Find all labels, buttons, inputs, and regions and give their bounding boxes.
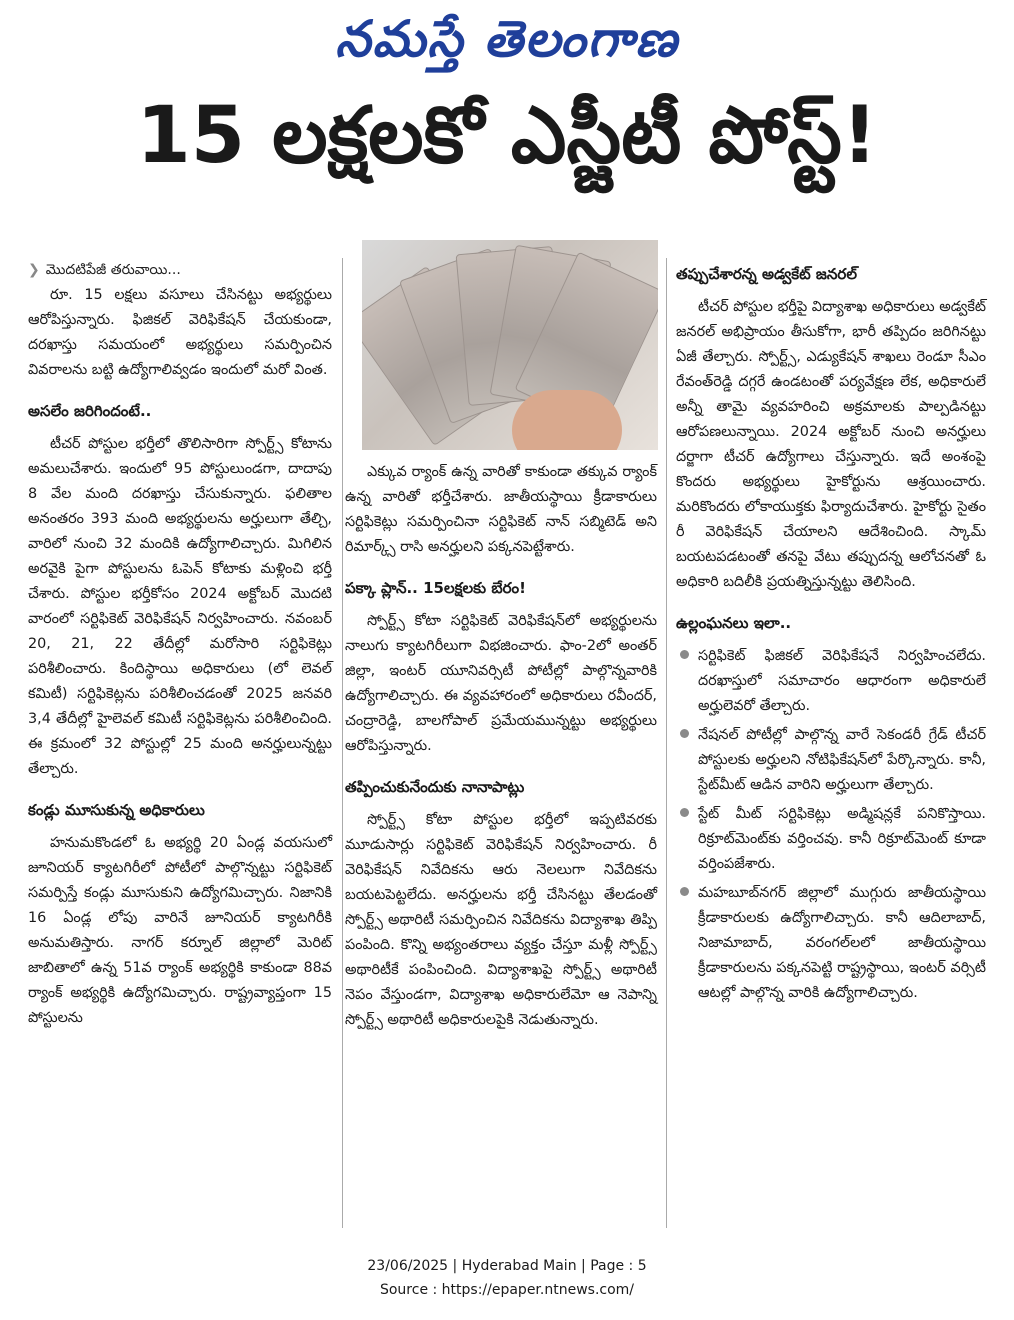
subheading: కండ్లు మూసుకున్న అధికారులు — [28, 801, 205, 819]
paragraph: ఎక్కువ ర్యాంక్ ఉన్న వారితో కాకుండా తక్కువ ర్యాంక్ ఉన్న వారితో భర్తీచేశారు. జాతీయస్థాయి క్రీడాకారులు సర్టిఫికెట్లు సమర్పించినా సర్టిఫికెట్ నాన్ సబ్మిటెడ్ అని రిమార్క్స్ రాసి అనర్హులని పక్కనపెట్టేశారు. — [345, 464, 657, 555]
list-item — [676, 644, 986, 719]
list-item-text: స్టేట్ మీట్ సర్టిఫికెట్లు అడ్మిషన్లకే పనికొస్తాయి. రిక్రూట్‌మెంట్‌కు వర్తించవు. కానీ రిక్రూట్‌మెంట్ కూడా వర్తింపజేశారు. — [698, 806, 986, 872]
list-item — [676, 802, 986, 877]
column-1 — [28, 258, 332, 1031]
subheading: తప్పించుకునేందుకు నానాపాట్లు — [345, 778, 525, 796]
bullet-icon — [680, 729, 689, 738]
list-item-text: మహబూబ్‌నగర్ జిల్లాలో ముగ్గురు జాతీయస్థాయి క్రీడాకారులకు ఉద్యోగాలిచ్చారు. కానీ ఆదిలాబాద్, నిజామాబాద్, వరంగల్‌లలో జాతీయస్థాయి క్రీడాకారులను పక్కనపెట్టి రాష్ట్రస్థాయి, ఇంటర్ వర్సిటీ ఆటల్లో పాల్గొన్న వారికి ఉద్యోగాలిచ్చారు. — [698, 885, 986, 1001]
subheading: అసలేం జరిగిందంటే.. — [28, 402, 152, 420]
paragraph: స్పోర్ట్స్ కోటా సర్టిఫికెట్ వెరిఫికేషన్‌లో అభ్యర్థులను నాలుగు క్యాటగిరీలుగా విభజించారు. ఫాం-2లో అంతర్ జిల్లా, ఇంటర్ యూనివర్సిటీ పోటీల్లో పాల్గొన్నవారికి ఉద్యోగాలిచ్చారు. ఈ వ్యవహారంలో అధికారులు రవీందర్, చంద్రారెడ్డి, బాలగోపాల్ ప్రమేయమున్నట్టు అభ్యర్థులు ఆరోపిస్తున్నారు. — [345, 613, 657, 754]
list-item-text: సర్టిఫికెట్ ఫిజికల్ వెరిఫికేషనే నిర్వహించలేదు. దరఖాస్తులో సమాచారం ఆధారంగా అధికారులే అర్హులెవరో తేల్చారు. — [698, 648, 986, 714]
subheading: తప్పుచేశారన్న అడ్వకేట్ జనరల్ — [676, 265, 857, 283]
footer-date-edition: 23/06/2025 | Hyderabad Main | Page : 5 — [367, 1258, 647, 1274]
column-3 — [676, 262, 986, 1010]
currency-notes-photo — [362, 240, 658, 450]
headline: 15 లక్షలకో ఎస్జీటీ పోస్ట్! — [136, 91, 878, 181]
subheading: ఉల్లంఘనలు ఇలా.. — [676, 614, 792, 632]
chevron-right-icon: ❯ — [28, 262, 40, 278]
paragraph: టీచర్ పోస్టుల భర్తీపై విద్యాశాఖ అధికారులు అడ్వకేట్ జనరల్ అభిప్రాయం తీసుకోగా, భారీ తప్పిదం జరిగినట్టు ఏజీ తేల్చారు. స్పోర్ట్స్, ఎడ్యుకేషన్ శాఖలు రెండూ సీఎం రేవంత్‌రెడ్డి దగ్గరే ఉండటంతో పర్యవేక్షణ లేక, అధికారులే అన్నీ తామై వ్యవహరించి అక్రమాలకు పాల్పడినట్టు ఆరోపణలున్నాయి. 2024 అక్టోబర్ నుంచి అనర్హులు దర్జాగా టీచర్ ఉద్యోగాలు చేస్తున్నారు. ఇదే అంశంపై కొందరు అభ్యర్థులు హైకోర్టును ఆశ్రయించారు. మరికొందరు లోకాయుక్తకు ఫిర్యాదుచేశారు. హైకోర్టు సైతం రీ వెరిఫికేషన్ చేయాలని ఆదేశించింది. స్కామ్ బయటపడటంతో తనపై వేటు తప్పుదన్న ఆలోచనతో ఓ అధికారి బదిలీకి ప్రయత్నిస్తున్నట్టు తెలిసింది. — [676, 299, 986, 590]
paragraph: స్పోర్ట్స్ కోటా పోస్టుల భర్తీలో ఇప్పటివరకు మూడుసార్లు సర్టిఫికెట్ వెరిఫికేషన్ నిర్వహించారు. రీ వెరిఫికేషన్ నివేదికను ఆరు నెలలుగా నివేదికను బయటపెట్టలేదు. అనర్హులను భర్తీ చేసినట్టు తేలడంతో స్పోర్ట్స్ అథారిటీ సమర్పించిన నివేదికను విద్యాశాఖ తిప్పి పంపింది. కొన్ని అభ్యంతరాలు వ్యక్తం చేస్తూ మళ్లీ స్పోర్ట్స్ అథారిటీకే పంపించింది. విద్యాశాఖపై స్పోర్ట్స్ అథారిటీ నెపం వేస్తుండగా, విద్యాశాఖ అధికారులేమో ఆ నెపాన్ని స్పోర్ట్స్ అథారిటీ అధికారులపైకి నెడుతున్నారు. — [345, 812, 657, 1028]
continued-from-front-page — [28, 258, 332, 283]
bullet-icon — [680, 650, 689, 659]
masthead-title: నమస్తే తెలంగాణ — [335, 10, 679, 68]
list-item — [676, 881, 986, 1006]
subheading: పక్కా ప్లాన్.. 15లక్షలకు బేరం! — [345, 579, 526, 597]
list-item-text: నేషనల్ పోటీల్లో పాల్గొన్న వారే సెకండరీ గ్రేడ్ టీచర్ పోస్టులకు అర్హులని నోటిఫికేషన్‌లో పేర్కొన్నారు. కానీ, స్టేట్‌మీట్ ఆడిన వారిని అర్హులుగా తేల్చారు. — [698, 727, 986, 793]
violations-list — [676, 644, 986, 1006]
column-2 — [345, 460, 657, 1033]
column-divider — [342, 258, 343, 1228]
paragraph: హనుమకొండలో ఓ అభ్యర్థి 20 ఏండ్ల వయసులో జూనియర్ క్యాటగిరీలో పోటీలో పాల్గొన్నట్టు సర్టిఫికెట్ సమర్పిస్తే కండ్లు మూసుకుని ఉద్యోగమిచ్చారు. నిజానికి 16 ఏండ్ల లోపు వారినే జూనియర్ క్యాటగిరీకి అనుమతిస్తారు. నాగర్ కర్నూల్ జిల్లాలో మెరిట్ జాబితాలో ఉన్న 51వ ర్యాంక్ అభ్యర్థికి కాకుండా 88వ ర్యాంక్ అభ్యర్థికి ఉద్యోగమిచ్చారు. రాష్ట్రవ్యాప్తంగా 15 పోస్టులను — [28, 835, 332, 1026]
masthead-logo — [0, 10, 1014, 72]
paragraph: టీచర్ పోస్టుల భర్తీలో తొలిసారిగా స్పోర్ట్స్ కోటాను అమలుచేశారు. ఇందులో 95 పోస్టులుండగా, దాదాపు 8 వేల మంది దరఖాస్తు చేసుకున్నారు. ఫలితాల అనంతరం 393 మంది అభ్యర్థులను అర్హులుగా తేల్చి, వారిలో నుంచి 32 మందికి ఉద్యోగాలిచ్చారు. మిగిలిన అరవైకి పైగా పోస్టులను ఓపెన్ కోటాకు మళ్లించి భర్తీ చేశారు. పోస్టుల భర్తీకోసం 2024 అక్టోబర్ మొదటి వారంలో సర్టిఫికెట్ వెరిఫికేషన్ నిర్వహించారు. నవంబర్ 20, 21, 22 తేదీల్లో మరోసారి సర్టిఫికెట్లు పరిశీలించారు. కిందిస్థాయి అధికారులు (లో లెవల్ కమిటీ) సర్టిఫికెట్లను పరిశీలించడంతో 2025 జనవరి 3,4 తేదీల్లో హైలెవల్ కమిటీ సర్టిఫికెట్లను పరిశీలించింది. ఈ క్రమంలో 32 పోస్టుల్లో 25 మంది అనర్హులున్నట్టు తేల్చారు. — [28, 436, 332, 777]
kicker-text: మొదటిపేజీ తరువాయి... — [45, 262, 181, 278]
hand-image — [512, 390, 622, 450]
footer-source: Source : https://epaper.ntnews.com/ — [379, 1282, 635, 1298]
column-divider — [666, 258, 667, 1228]
paragraph: రూ. 15 లక్షలు వసూలు చేసినట్టు అభ్యర్థులు ఆరోపిస్తున్నారు. ఫిజికల్ వెరిఫికేషన్ చేయకుండా, దరఖాస్తు సమయంలో అభ్యర్థులు సమర్పించిన వివరాలను బట్టి ఉద్యోగాలివ్వడం ఇందులో మరో వింత. — [28, 287, 332, 378]
bullet-icon — [680, 887, 689, 896]
bullet-icon — [680, 808, 689, 817]
list-item — [676, 723, 986, 798]
